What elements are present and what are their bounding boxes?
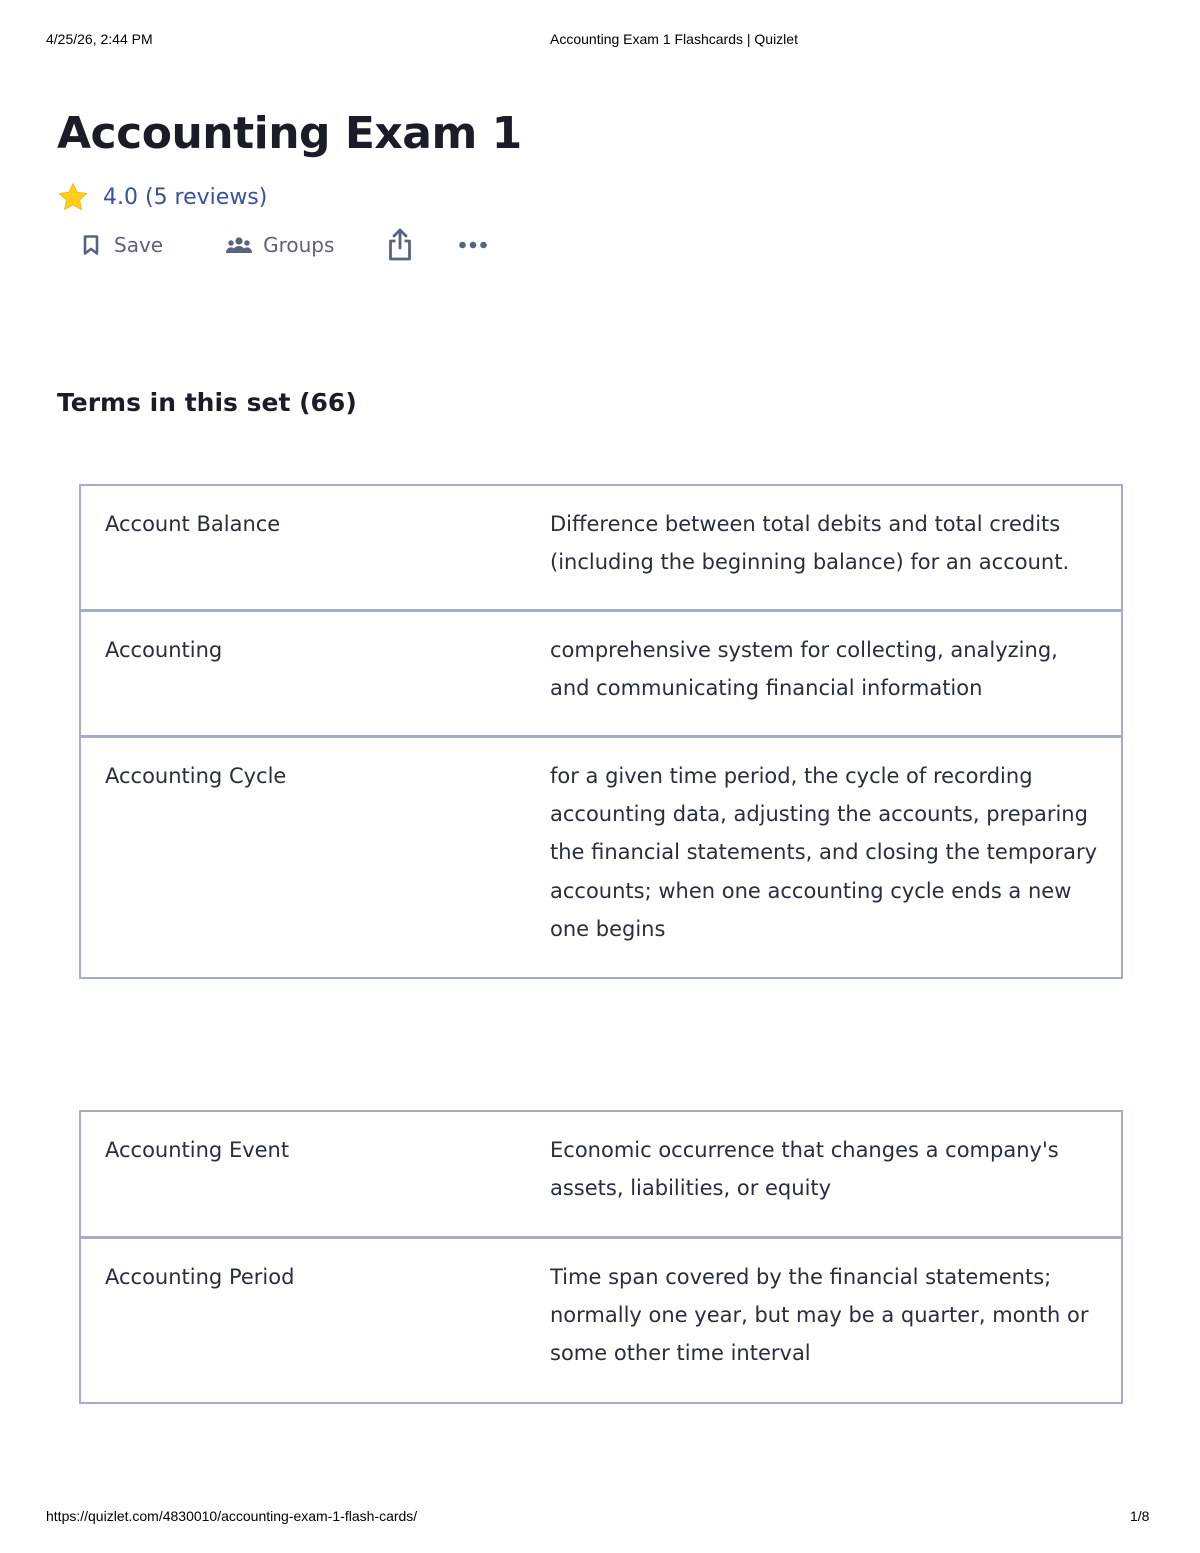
save-button[interactable] — [82, 233, 163, 257]
term-definition: for a given time period, the cycle of recording accounting data, adjusting the accounts, preparing the financial statements, and closing the temporary accounts; when one accounting cycle ends a new one begins — [550, 764, 1098, 941]
term-word: Accounting Cycle — [105, 764, 287, 788]
term-word: Accounting Period — [105, 1265, 295, 1289]
term-definition: comprehensive system for collecting, analyzing, and communicating financial information — [550, 638, 1058, 701]
terms-table — [79, 1110, 1123, 1404]
term-word: Accounting Event — [105, 1138, 290, 1162]
star-icon — [57, 181, 89, 213]
term-row[interactable] — [81, 1239, 1121, 1402]
term-row[interactable] — [81, 1112, 1121, 1239]
terms-table — [79, 484, 1123, 979]
print-url: https://quizlet.com/4830010/accounting-exam-1-flash-cards/ — [46, 1508, 418, 1524]
print-date: 4/25/26, 2:44 PM — [46, 31, 153, 47]
more-options-button[interactable] — [458, 240, 488, 250]
terms-heading: Terms in this set (66) — [57, 388, 357, 417]
print-page-number: 1/8 — [1130, 1508, 1150, 1524]
print-page-title: Accounting Exam 1 Flashcards | Quizlet — [550, 31, 798, 47]
term-row[interactable] — [81, 612, 1121, 738]
term-row[interactable] — [81, 738, 1121, 977]
set-actions — [82, 224, 488, 266]
save-label: Save — [114, 233, 164, 257]
more-icon — [458, 240, 488, 250]
set-title: Accounting Exam 1 — [57, 108, 522, 159]
groups-label: Groups — [263, 233, 335, 257]
term-word: Accounting — [105, 638, 223, 662]
share-icon — [386, 227, 414, 263]
share-button[interactable] — [386, 227, 414, 263]
rating[interactable] — [57, 180, 267, 214]
term-word: Account Balance — [105, 512, 281, 536]
term-definition: Difference between total debits and total credits (including the beginning balance) for an account. — [550, 512, 1070, 575]
groups-button[interactable] — [225, 233, 334, 257]
term-definition: Time span covered by the financial statements; normally one year, but may be a quarter, month or some other time interval — [550, 1265, 1089, 1366]
groups-icon — [225, 236, 253, 254]
term-definition: Economic occurrence that changes a company's assets, liabilities, or equity — [550, 1138, 1059, 1201]
rating-text: 4.0 (5 reviews) — [103, 184, 268, 210]
bookmark-icon — [82, 234, 100, 256]
term-row[interactable] — [81, 486, 1121, 612]
